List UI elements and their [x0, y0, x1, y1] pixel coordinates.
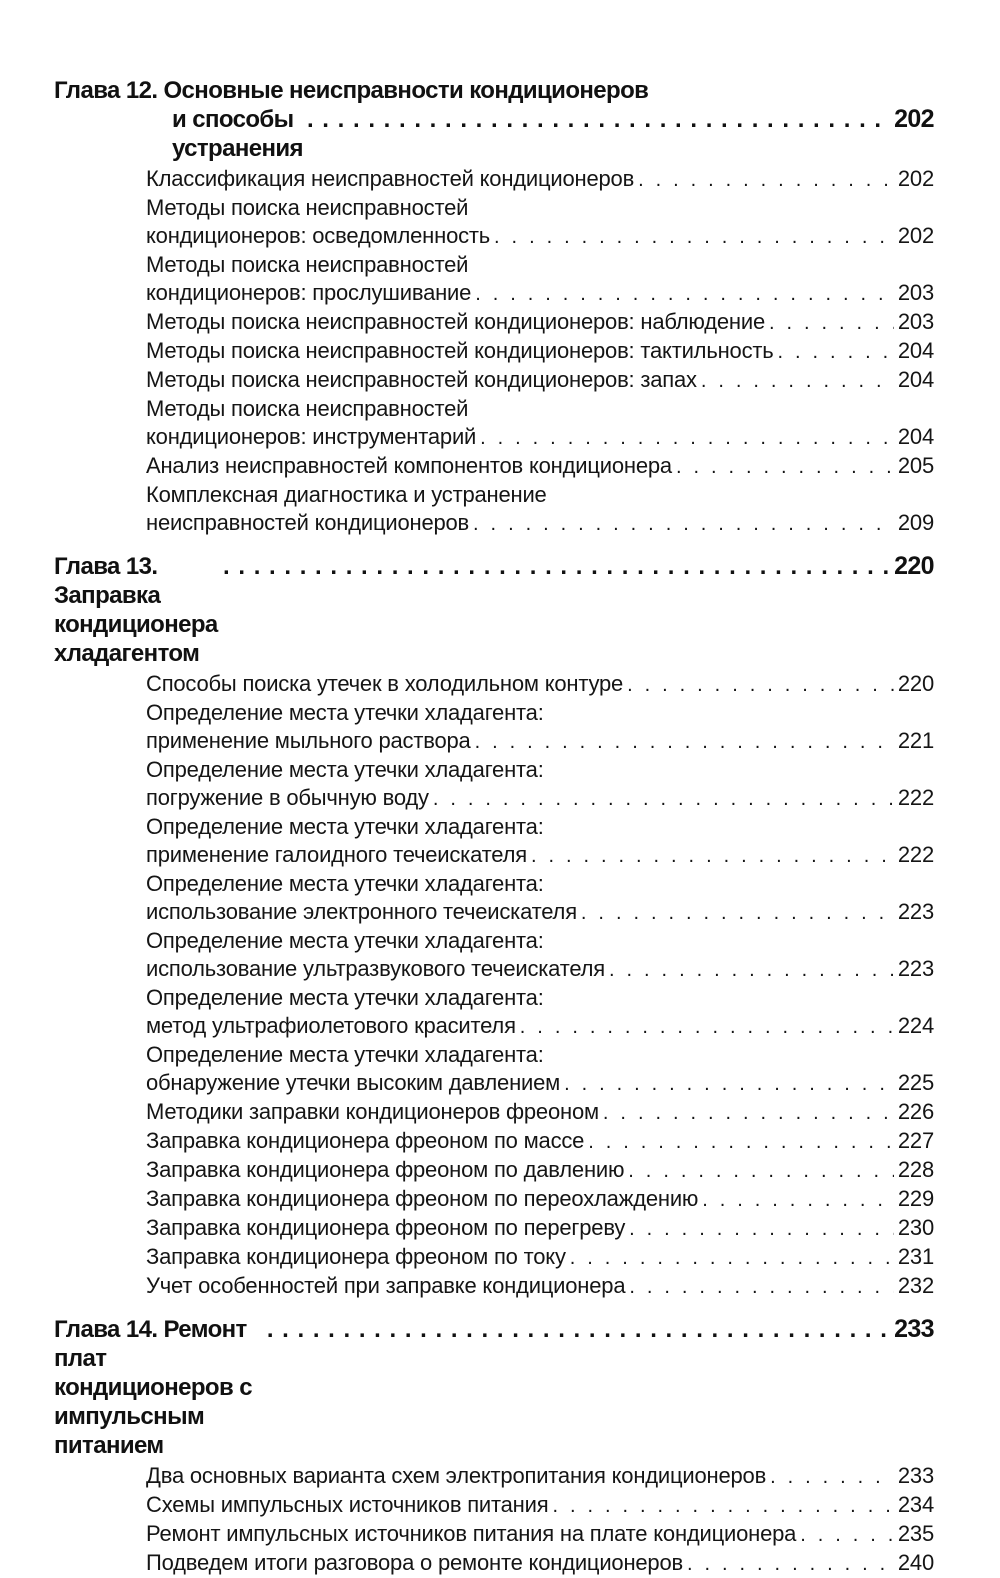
leader-dots — [433, 785, 894, 813]
entry-title-cont: неисправностей кондиционеров — [146, 510, 470, 535]
entry-title: Методы поиска неисправностей — [146, 396, 469, 421]
entry-title-cont: использование электронного течеискателя — [146, 899, 577, 924]
toc-entry[interactable] — [146, 870, 934, 927]
chapter-page-number: 220 — [894, 552, 934, 580]
leader-dots — [223, 552, 890, 581]
entry-title-cont: метод ультрафиолетового красителя — [146, 1013, 516, 1038]
chapter-title-cont: и способы устранения — [172, 106, 303, 162]
leader-dots — [475, 728, 894, 756]
toc-entry[interactable] — [146, 1272, 934, 1301]
entry-page-number: 202 — [897, 223, 934, 248]
toc-entry[interactable] — [146, 1127, 934, 1156]
entry-page-number: 224 — [897, 1013, 934, 1038]
leader-dots — [267, 1315, 890, 1344]
entry-page-number: 204 — [897, 367, 934, 392]
toc-entry[interactable] — [146, 452, 934, 481]
leader-dots — [475, 280, 894, 308]
entry-page-number: 231 — [897, 1244, 934, 1269]
entry-title-cont: кондиционеров: инструментарий — [146, 424, 477, 449]
entry-page-number: 225 — [897, 1070, 934, 1095]
chapter-title: Глава 14. Ремонт плат кондиционеров с импульсным питанием — [54, 1316, 252, 1459]
leader-dots — [800, 1521, 894, 1549]
chapter-title: Глава 13. Заправка кондиционера хладагентом — [54, 553, 218, 667]
chapter-heading — [54, 76, 934, 163]
entry-page-number: 203 — [897, 309, 934, 334]
leader-dots — [552, 1492, 893, 1520]
leader-dots — [531, 842, 894, 870]
leader-dots — [628, 1157, 894, 1185]
toc-entry[interactable] — [146, 308, 934, 337]
toc-entry[interactable] — [146, 1041, 934, 1098]
entry-page-number: 222 — [897, 842, 934, 867]
entry-title: Определение места утечки хладагента: — [146, 814, 544, 839]
leader-dots — [676, 453, 894, 481]
entry-title: Заправка кондиционера фреоном по переохлаждению — [146, 1186, 699, 1211]
chapter-heading — [54, 1315, 934, 1460]
toc-entry[interactable] — [146, 481, 934, 538]
toc-entry[interactable] — [146, 1243, 934, 1272]
leader-dots — [588, 1128, 894, 1156]
leader-dots — [581, 899, 894, 927]
entry-page-number: 205 — [897, 453, 934, 478]
leader-dots — [629, 1215, 894, 1243]
leader-dots — [494, 223, 894, 251]
entry-page-number: 220 — [897, 671, 934, 696]
entry-title-cont: применение мыльного раствора — [146, 728, 471, 753]
leader-dots — [473, 510, 894, 538]
leader-dots — [702, 1186, 894, 1214]
toc-entry[interactable] — [146, 337, 934, 366]
entry-page-number: 221 — [897, 728, 934, 753]
toc-entry[interactable] — [146, 1462, 934, 1491]
chapter-14 — [54, 1315, 934, 1578]
entry-title-cont: обнаружение утечки высоким давлением — [146, 1070, 561, 1095]
entry-title-cont: применение галоидного течеискателя — [146, 842, 527, 867]
toc-entry[interactable] — [146, 927, 934, 984]
leader-dots — [480, 424, 894, 452]
leader-dots — [629, 1273, 894, 1301]
entry-title: Методы поиска неисправностей кондиционеров: запах — [146, 367, 697, 392]
entry-title: Заправка кондиционера фреоном по току — [146, 1244, 566, 1269]
entry-page-number: 232 — [897, 1273, 934, 1298]
leader-dots — [778, 338, 894, 366]
toc-entry[interactable] — [146, 1549, 934, 1578]
toc-entry[interactable] — [146, 366, 934, 395]
entry-title: Способы поиска утечек в холодильном контуре — [146, 671, 624, 696]
leader-dots — [307, 105, 890, 134]
leader-dots — [603, 1099, 894, 1127]
entry-page-number: 204 — [897, 424, 934, 449]
toc-entry[interactable] — [146, 1491, 934, 1520]
entry-title-cont: погружение в обычную воду — [146, 785, 429, 810]
leader-dots — [520, 1013, 894, 1041]
leader-dots — [638, 166, 894, 194]
chapter-title: Глава 12. Основные неисправности кондиционеров — [54, 77, 649, 104]
entry-page-number: 228 — [897, 1157, 934, 1182]
toc-entry[interactable] — [146, 1098, 934, 1127]
chapter-page-number: 233 — [894, 1315, 934, 1343]
entry-title: Определение места утечки хладагента: — [146, 928, 544, 953]
chapter-entries — [54, 670, 934, 1301]
entry-title: Классификация неисправностей кондиционеров — [146, 166, 635, 191]
leader-dots — [769, 309, 894, 337]
entry-page-number: 226 — [897, 1099, 934, 1124]
leader-dots — [770, 1463, 894, 1491]
entry-title-cont: использование ультразвукового течеискателя — [146, 956, 606, 981]
toc-entry[interactable] — [146, 251, 934, 308]
entry-title-cont: кондиционеров: прослушивание — [146, 280, 472, 305]
entry-page-number: 235 — [897, 1521, 934, 1546]
entry-page-number: 203 — [897, 280, 934, 305]
entry-page-number: 209 — [897, 510, 934, 535]
entry-page-number: 234 — [897, 1492, 934, 1517]
entry-title: Заправка кондиционера фреоном по массе — [146, 1128, 585, 1153]
entry-page-number: 204 — [897, 338, 934, 363]
entry-title: Определение места утечки хладагента: — [146, 700, 544, 725]
entry-page-number: 230 — [897, 1215, 934, 1240]
entry-title: Методы поиска неисправностей кондиционеров: тактильность — [146, 338, 774, 363]
chapter-entries — [54, 165, 934, 538]
leader-dots — [687, 1550, 894, 1578]
entry-title: Ремонт импульсных источников питания на плате кондиционера — [146, 1521, 797, 1546]
entry-title: Заправка кондиционера фреоном по перегреву — [146, 1215, 626, 1240]
entry-title: Подведем итоги разговора о ремонте кондиционеров — [146, 1550, 683, 1575]
entry-title: Учет особенностей при заправке кондиционера — [146, 1273, 626, 1298]
toc-entry[interactable] — [146, 670, 934, 699]
entry-title: Два основных варианта схем электропитания кондиционеров — [146, 1463, 767, 1488]
entry-title: Методики заправки кондиционеров фреоном — [146, 1099, 599, 1124]
entry-page-number: 229 — [897, 1186, 934, 1211]
chapter-page-number: 202 — [894, 105, 934, 133]
entry-title: Определение места утечки хладагента: — [146, 985, 544, 1010]
chapter-heading — [54, 552, 934, 668]
toc-entry[interactable] — [146, 1185, 934, 1214]
entry-title: Методы поиска неисправностей — [146, 252, 469, 277]
toc-entry[interactable] — [146, 165, 934, 194]
entry-page-number: 202 — [897, 166, 934, 191]
entry-page-number: 223 — [897, 899, 934, 924]
toc-entry[interactable] — [146, 194, 934, 251]
entry-title: Схемы импульсных источников питания — [146, 1492, 549, 1517]
toc-entry[interactable] — [146, 395, 934, 452]
toc-entry[interactable] — [146, 1156, 934, 1185]
toc-entry[interactable] — [146, 813, 934, 870]
entry-title: Определение места утечки хладагента: — [146, 757, 544, 782]
toc-entry[interactable] — [146, 984, 934, 1041]
leader-dots — [609, 956, 894, 984]
entry-title: Определение места утечки хладагента: — [146, 1042, 544, 1067]
toc-entry[interactable] — [146, 756, 934, 813]
entry-title: Методы поиска неисправностей кондиционеров: наблюдение — [146, 309, 765, 334]
entry-page-number: 227 — [897, 1128, 934, 1153]
table-of-contents — [54, 76, 934, 1578]
leader-dots — [627, 671, 894, 699]
leader-dots — [570, 1244, 894, 1272]
entry-title-cont: кондиционеров: осведомленность — [146, 223, 491, 248]
toc-entry[interactable] — [146, 699, 934, 756]
entry-title: Анализ неисправностей компонентов кондиционера — [146, 453, 672, 478]
leader-dots — [564, 1070, 894, 1098]
chapter-12 — [54, 76, 934, 538]
entry-title: Методы поиска неисправностей — [146, 195, 469, 220]
chapter-13 — [54, 552, 934, 1301]
entry-page-number: 222 — [897, 785, 934, 810]
entry-title: Комплексная диагностика и устранение — [146, 482, 547, 507]
toc-entry[interactable] — [146, 1214, 934, 1243]
entry-title: Заправка кондиционера фреоном по давлению — [146, 1157, 625, 1182]
entry-page-number: 233 — [897, 1463, 934, 1488]
entry-page-number: 223 — [897, 956, 934, 981]
toc-entry[interactable] — [146, 1520, 934, 1549]
leader-dots — [701, 367, 894, 395]
entry-title: Определение места утечки хладагента: — [146, 871, 544, 896]
chapter-entries — [54, 1462, 934, 1578]
entry-page-number: 240 — [897, 1550, 934, 1575]
